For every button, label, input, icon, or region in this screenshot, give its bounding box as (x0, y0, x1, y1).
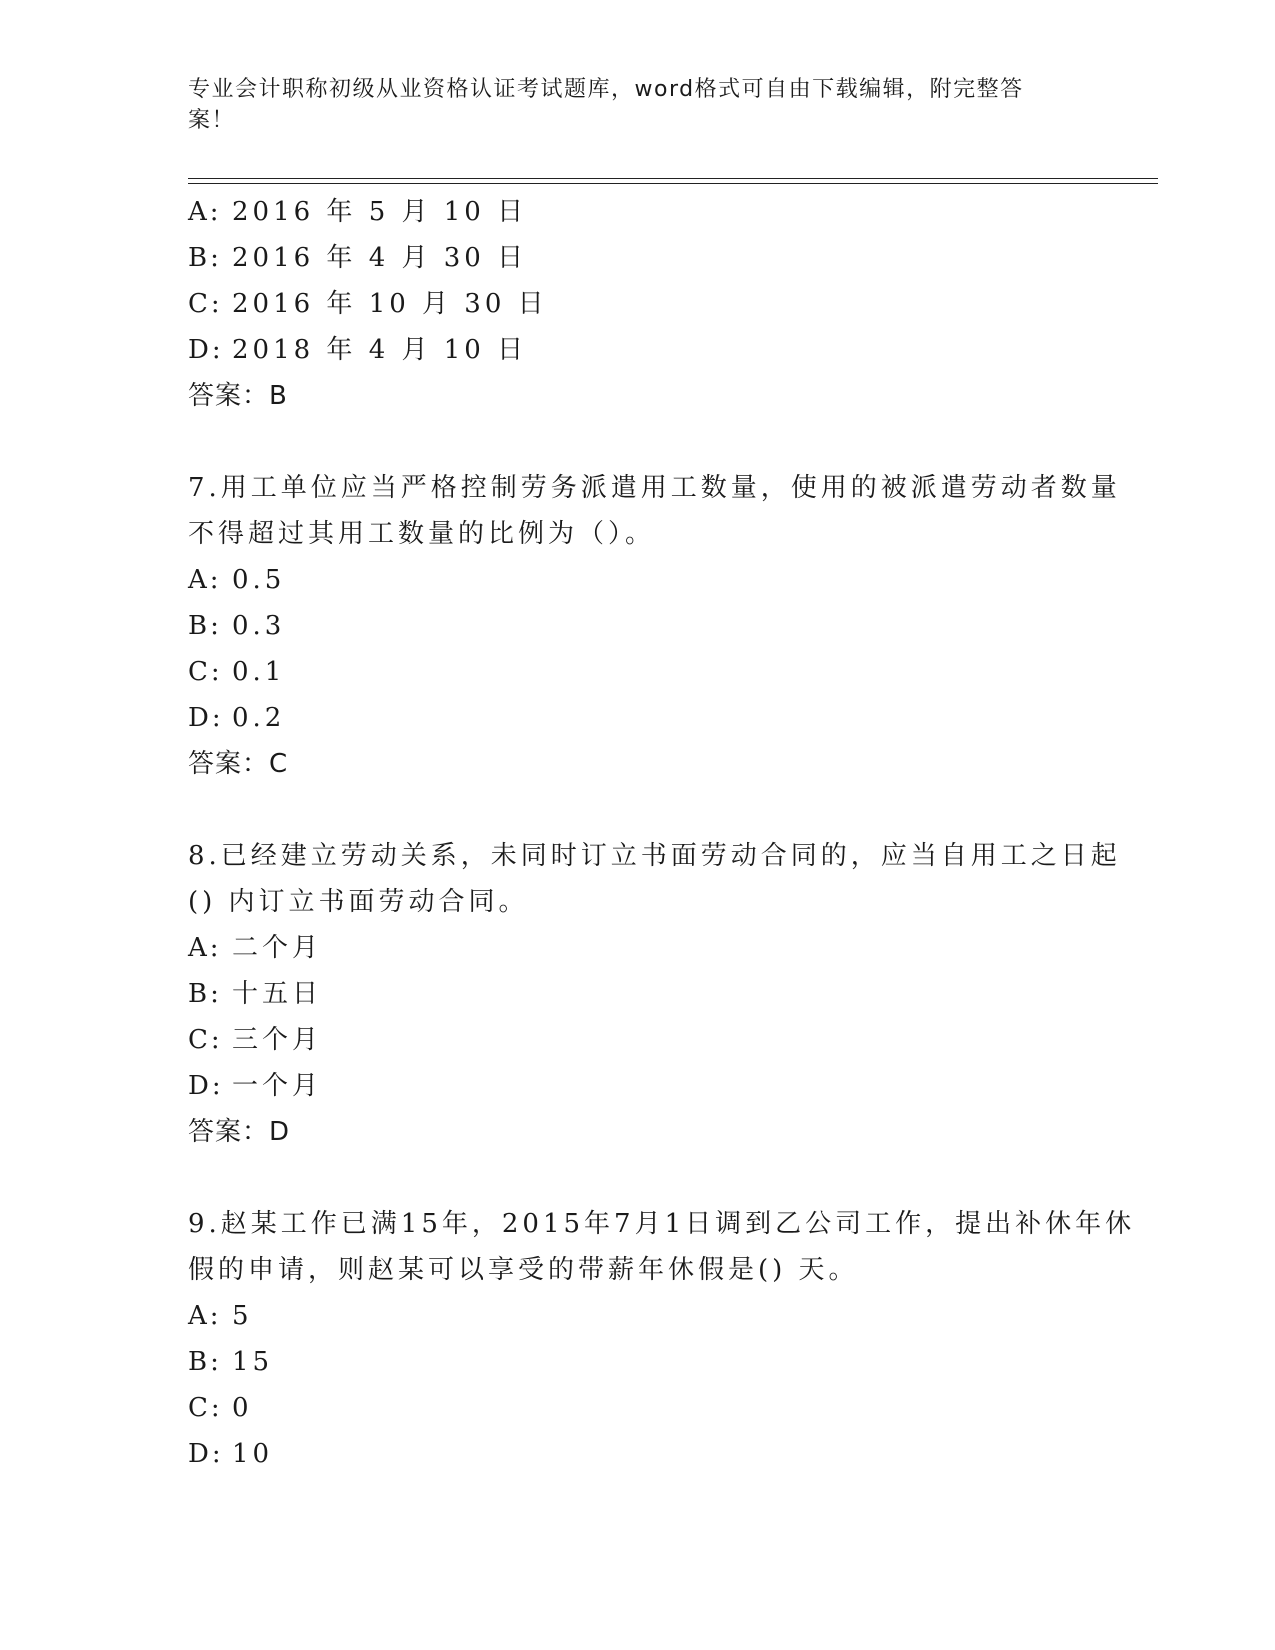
option-b: B: 2016 年 4 月 30 日 (188, 243, 528, 273)
question-stem: 7.用工单位应当严格控制劳务派遣用工数量，使用的被派遣劳动者数量不得超过其用工数量的比例为（）。 (188, 473, 1121, 549)
option-b: B: 15 (188, 1347, 274, 1377)
option-b: B: 0.3 (188, 611, 286, 641)
option-a: A: 0.5 (188, 565, 286, 595)
option-c: C: 0 (188, 1393, 253, 1423)
option-d: D: 2018 年 4 月 10 日 (188, 335, 528, 365)
option-c: C: 2016 年 10 月 30 日 (188, 289, 548, 319)
answer: 答案：D (188, 1117, 291, 1147)
header-rule-bottom (188, 183, 1158, 184)
question-8 (188, 833, 1148, 1155)
header-rule-top (188, 178, 1158, 179)
question-7 (188, 465, 1148, 787)
option-a: A: 2016 年 5 月 10 日 (188, 197, 528, 227)
question-list (188, 189, 1148, 1477)
option-c: C: 0.1 (188, 657, 286, 687)
answer: 答案：C (188, 749, 289, 779)
option-b: B: 十五日 (188, 979, 323, 1009)
option-a: A: 5 (188, 1301, 253, 1331)
option-d: D: 一个月 (188, 1071, 323, 1101)
document-header: 专业会计职称初级从业资格认证考试题库，word格式可自由下载编辑，附完整答案！ (188, 77, 1024, 133)
question-stem: 8.已经建立劳动关系，未同时订立书面劳动合同的，应当自用工之日起() 内订立书面劳动合同。 (188, 841, 1121, 917)
option-a: A: 二个月 (188, 933, 323, 963)
answer: 答案：B (188, 381, 288, 411)
option-c: C: 三个月 (188, 1025, 323, 1055)
question-stem: 9.赵某工作已满15年，2015年7月1日调到乙公司工作，提出补休年休假的申请，则赵某可以享受的带薪年休假是() 天。 (188, 1209, 1136, 1285)
question-6-partial (188, 189, 1148, 419)
option-d: D: 10 (188, 1439, 274, 1469)
question-9 (188, 1201, 1148, 1477)
option-d: D: 0.2 (188, 703, 286, 733)
